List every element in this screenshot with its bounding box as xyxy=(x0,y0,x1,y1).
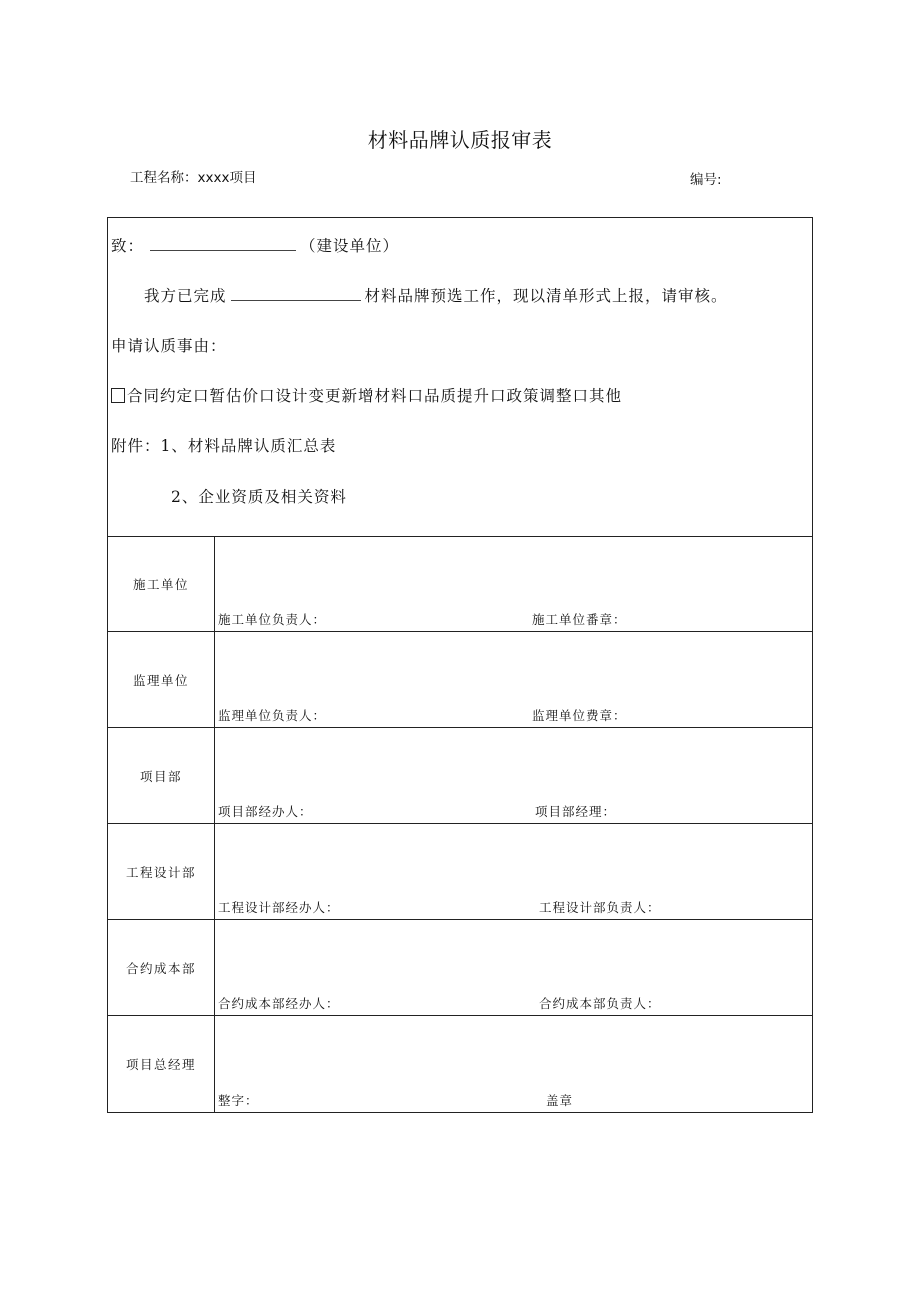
signature-left-label: 合约成本部经办人： xyxy=(218,996,340,1011)
project-name-value: xxxx项目 xyxy=(197,170,257,186)
approval-row-construction xyxy=(108,536,812,632)
project-name-label: 工程名称： xyxy=(130,170,198,186)
attachment-item-2: 2、企业资质及相关资料 xyxy=(171,488,347,506)
row-label: 监理单位 xyxy=(108,632,215,727)
approval-row-supervision xyxy=(108,632,812,728)
project-name xyxy=(130,166,256,186)
approval-form xyxy=(107,217,813,1113)
addressee-line xyxy=(111,234,399,256)
signature-area xyxy=(215,1016,812,1112)
signature-right-label: 工程设计部负责人： xyxy=(539,900,661,915)
signature-right-label: 监理单位费章： xyxy=(532,708,627,723)
page-title: 材料品牌认质报审表 xyxy=(367,128,553,152)
signature-left-label: 工程设计部经办人： xyxy=(218,900,340,915)
to-label: 致： xyxy=(111,237,145,255)
signature-area xyxy=(215,824,812,919)
client-blank-field[interactable] xyxy=(150,236,296,251)
signature-left-label: 整字： xyxy=(218,1093,259,1108)
row-label: 项目部 xyxy=(108,728,215,823)
seal-label: 盖章 xyxy=(546,1093,574,1108)
signature-right-label: 合约成本部负责人： xyxy=(539,996,661,1011)
approval-row-general-manager xyxy=(108,1016,812,1112)
approval-row-design-dept xyxy=(108,824,812,920)
attachment-label: 附件： xyxy=(111,437,161,455)
reason-checkbox[interactable] xyxy=(111,388,125,403)
signature-area xyxy=(215,920,812,1015)
row-label: 工程设计部 xyxy=(108,824,215,919)
attachment-line-1 xyxy=(111,434,336,456)
client-type-label: （建设单位） xyxy=(300,237,400,255)
reason-options xyxy=(111,384,622,406)
approval-row-cost-dept xyxy=(108,920,812,1016)
row-label: 合约成本部 xyxy=(108,920,215,1015)
signature-area xyxy=(215,536,812,631)
signature-left-label: 监理单位负责人： xyxy=(218,708,327,723)
completion-suffix: 材料品牌预选工作，现以清单形式上报，请审核。 xyxy=(364,287,728,305)
reason-options-text: 合同约定口暂估价口设计变更新增材料口品质提升口政策调整口其他 xyxy=(127,387,623,405)
completion-prefix: 我方已完成 xyxy=(144,287,227,305)
approval-row-project-dept xyxy=(108,728,812,824)
signature-area xyxy=(215,728,812,823)
signature-left-label: 项目部经办人： xyxy=(218,804,313,819)
reason-label: 申请认质事由： xyxy=(111,337,227,355)
row-label: 施工单位 xyxy=(108,536,215,631)
request-section xyxy=(108,218,812,537)
signature-right-label: 施工单位番章： xyxy=(532,612,627,627)
signature-right-label: 项目部经理： xyxy=(535,804,617,819)
material-blank-field[interactable] xyxy=(231,286,361,301)
signature-area xyxy=(215,632,812,727)
document-number: 编号: xyxy=(690,172,722,188)
attachment-item-1: 1、材料品牌认质汇总表 xyxy=(160,437,337,455)
signature-left-label: 施工单位负责人： xyxy=(218,612,327,627)
completion-statement xyxy=(144,284,728,306)
row-label: 项目总经理 xyxy=(108,1016,215,1112)
